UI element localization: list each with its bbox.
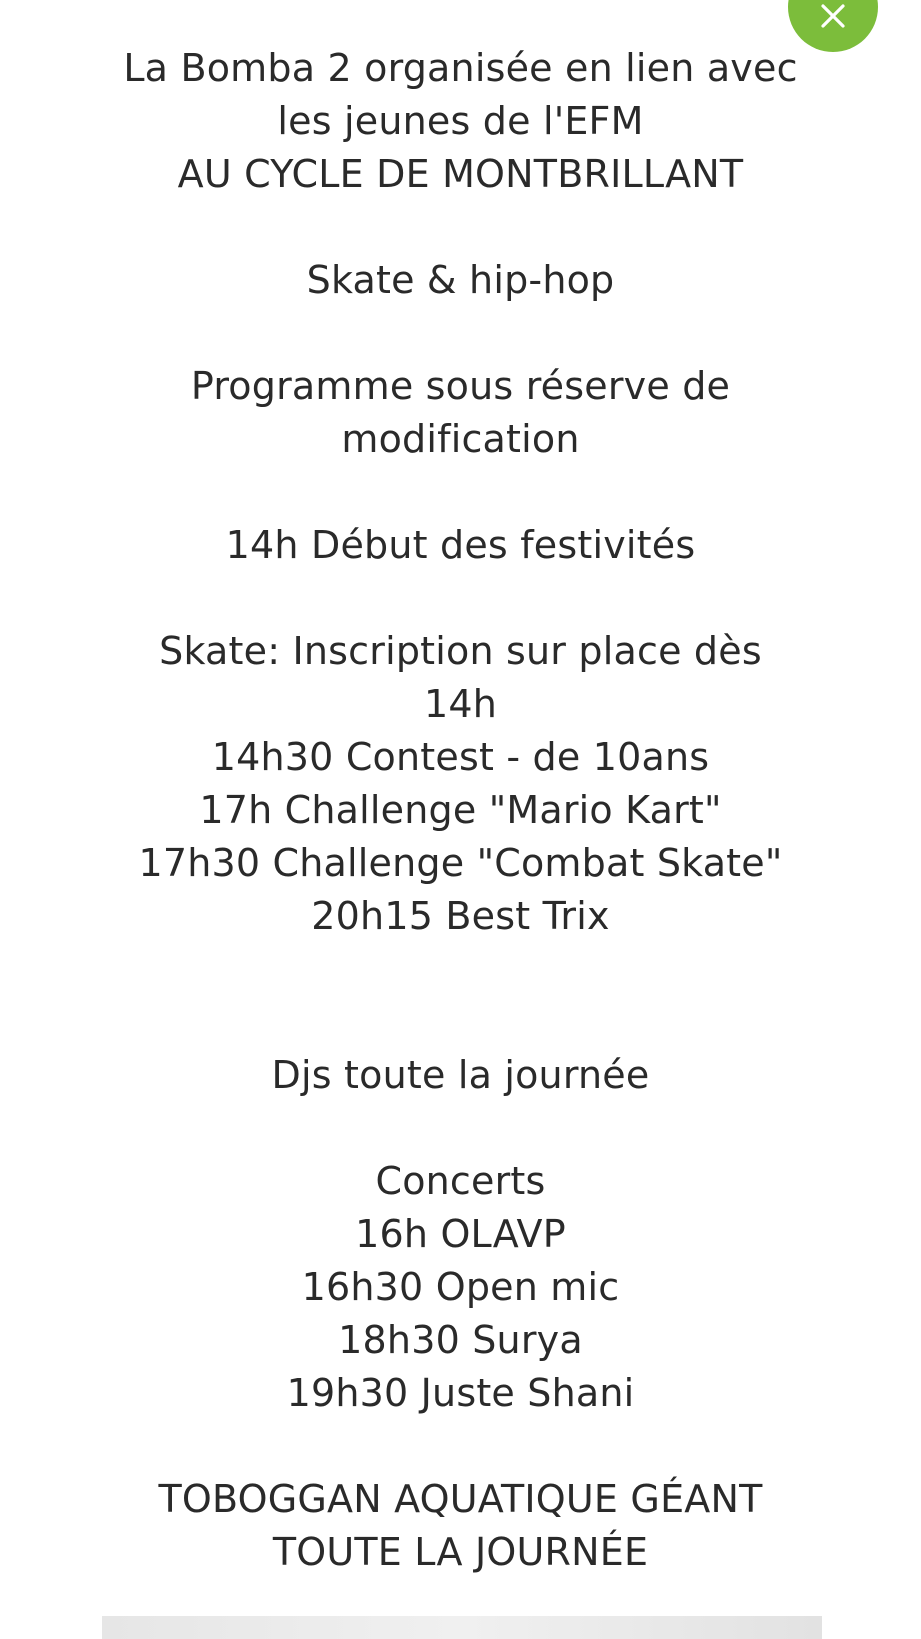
close-icon [819,2,847,30]
intro-line: les jeunes de l'EFM [277,99,644,143]
skate-line: 17h Challenge "Mario Kart" [199,788,722,832]
event-image [102,1616,822,1639]
skate-line: 20h15 Best Trix [311,894,610,938]
skate-line: 17h30 Challenge "Combat Skate" [138,841,783,885]
concerts-line: 19h30 Juste Shani [286,1371,635,1415]
skate-line: 14h [423,682,498,726]
intro-line: La Bomba 2 organisée en lien avec [123,46,798,90]
intro-line: AU CYCLE DE MONTBRILLANT [177,152,744,196]
djs-line: Djs toute la journée [271,1053,650,1097]
skate-line: Skate: Inscription sur place dès [159,629,762,673]
concerts-line: 16h OLAVP [355,1212,566,1256]
concerts-line: 18h30 Surya [338,1318,583,1362]
disclaimer-line: modification [341,417,580,461]
start-line: 14h Début des festivités [225,523,696,567]
concerts-line: Concerts [375,1159,546,1203]
theme-line: Skate & hip-hop [306,258,615,302]
concerts-line: 16h30 Open mic [301,1265,620,1309]
event-description [0,42,921,1579]
slide-line: TOUTE LA JOURNÉE [272,1530,649,1574]
disclaimer-line: Programme sous réserve de [190,364,731,408]
slide-line: TOBOGGAN AQUATIQUE GÉANT [158,1477,763,1521]
skate-line: 14h30 Contest - de 10ans [211,735,710,779]
